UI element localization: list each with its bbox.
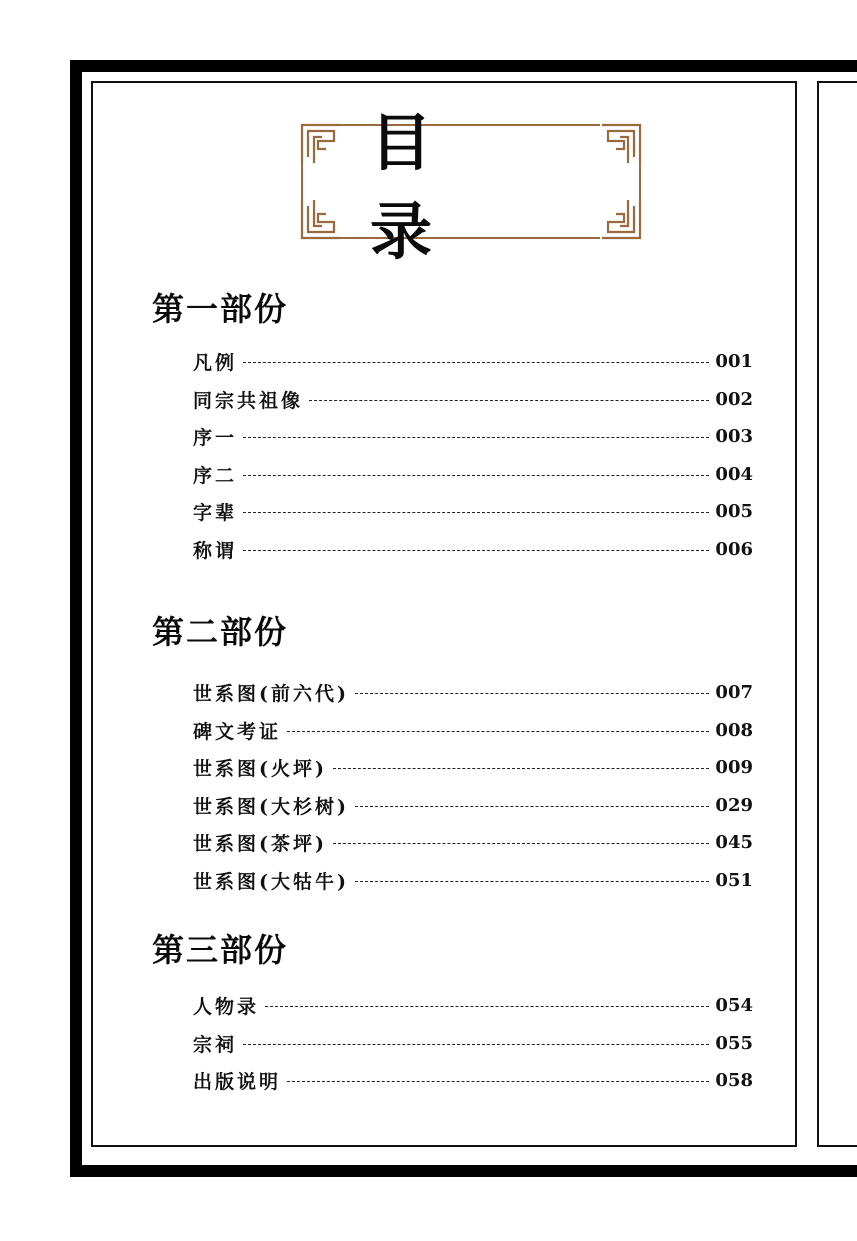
- toc-entry-label: 宗祠: [193, 1033, 238, 1056]
- toc-entry-label: 序二: [193, 464, 238, 487]
- toc-entry[interactable]: [193, 752, 753, 782]
- dotted-leader: [243, 437, 709, 438]
- toc-entry-label: 碑文考证: [193, 720, 282, 743]
- section-heading-1: 第一部份: [152, 290, 289, 328]
- toc-entry-page: 054: [715, 994, 753, 1016]
- dotted-leader: [243, 512, 709, 513]
- dotted-leader: [265, 1006, 709, 1007]
- toc-entry-label: 世系图(大杉树): [193, 795, 349, 818]
- toc-entry-page: 055: [715, 1032, 753, 1054]
- toc-entry[interactable]: [193, 421, 753, 451]
- page-title: 目 录: [370, 105, 635, 268]
- toc-entry[interactable]: [193, 1065, 753, 1095]
- toc-entry-label: 人物录: [193, 995, 260, 1018]
- dotted-leader: [355, 693, 709, 694]
- toc-entry-label: 出版说明: [193, 1070, 282, 1093]
- toc-entry[interactable]: [193, 827, 753, 857]
- toc-entry[interactable]: [193, 865, 753, 895]
- toc-entry-page: 004: [715, 463, 753, 485]
- toc-entry-page: 005: [715, 500, 753, 522]
- adjacent-page-border: [817, 81, 857, 1147]
- toc-entry-page: 009: [715, 756, 753, 778]
- dotted-leader: [243, 475, 709, 476]
- toc-entry[interactable]: [193, 496, 753, 526]
- toc-entry[interactable]: [193, 715, 753, 745]
- dotted-leader: [309, 400, 709, 401]
- toc-entry-page: 001: [715, 350, 753, 372]
- toc-entry-label: 世系图(茶坪): [193, 832, 327, 855]
- toc-entry-label: 序一: [193, 426, 238, 449]
- toc-entry-page: 006: [715, 538, 753, 560]
- toc-entry-label: 凡例: [193, 351, 238, 374]
- toc-entry-page: 029: [715, 794, 753, 816]
- toc-entry-label: 世系图(前六代): [193, 682, 349, 705]
- toc-entry[interactable]: [193, 459, 753, 489]
- dotted-leader: [355, 806, 709, 807]
- toc-entry[interactable]: [193, 990, 753, 1020]
- dotted-leader: [243, 550, 709, 551]
- toc-entry-label: 世系图(火坪): [193, 757, 327, 780]
- toc-entry-page: 045: [715, 831, 753, 853]
- toc-entry-page: 002: [715, 388, 753, 410]
- dotted-leader: [355, 881, 709, 882]
- toc-entry-label: 称谓: [193, 539, 238, 562]
- dotted-leader: [333, 843, 709, 844]
- toc-entry[interactable]: [193, 534, 753, 564]
- toc-entry-page: 051: [715, 869, 753, 891]
- dotted-leader: [243, 362, 709, 363]
- dotted-leader: [287, 1081, 709, 1082]
- toc-entry-page: 008: [715, 719, 753, 741]
- toc-entry-label: 世系图(大牯牛): [193, 870, 349, 893]
- toc-entry[interactable]: [193, 1028, 753, 1058]
- toc-entry[interactable]: [193, 790, 753, 820]
- dotted-leader: [287, 731, 709, 732]
- toc-entry-page: 058: [715, 1069, 753, 1091]
- toc-entry-page: 003: [715, 425, 753, 447]
- toc-entry[interactable]: [193, 346, 753, 376]
- toc-entry-label: 同宗共祖像: [193, 389, 304, 412]
- toc-entry-label: 字辈: [193, 501, 238, 524]
- title-cartouche: [300, 105, 642, 268]
- section-heading-3: 第三部份: [152, 931, 289, 969]
- toc-entry[interactable]: [193, 677, 753, 707]
- toc-entry-page: 007: [715, 681, 753, 703]
- dotted-leader: [243, 1044, 709, 1045]
- section-heading-2: 第二部份: [152, 613, 289, 651]
- toc-entry[interactable]: [193, 384, 753, 414]
- dotted-leader: [333, 768, 709, 769]
